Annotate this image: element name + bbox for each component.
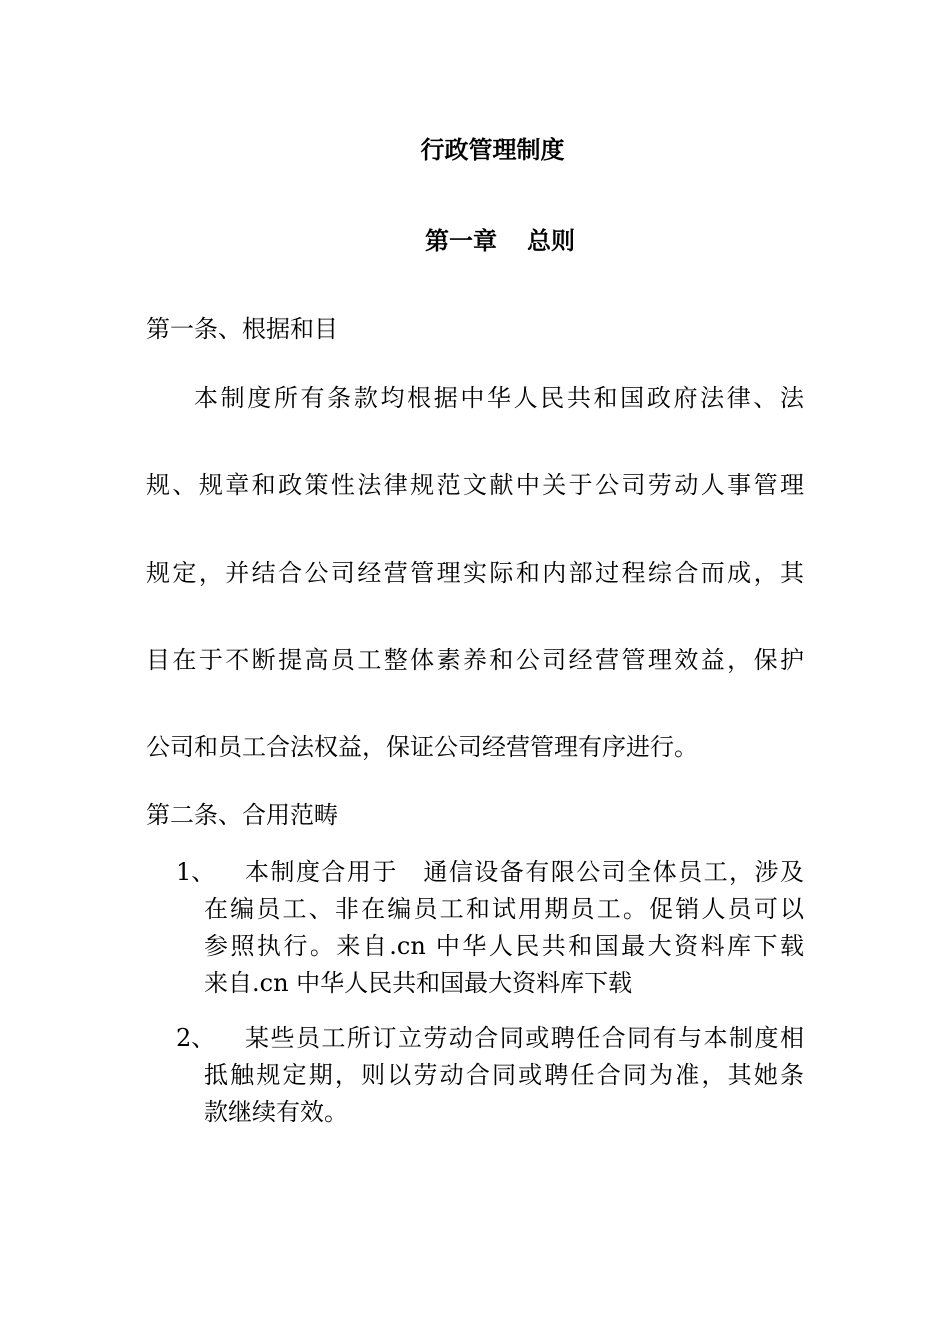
article-1-line: 公司和员工合法权益，保证公司经营管理有序进行。 — [146, 733, 698, 761]
article-1-line: 目在于不断提高员工整体素养和公司经营管理效益，保护 — [146, 646, 804, 674]
list-item-number: 1、 — [176, 858, 216, 886]
chapter-name: 总则 — [527, 226, 575, 255]
chapter-label: 第一章 — [425, 226, 497, 255]
article-2-heading: 第二条、合用范畴 — [146, 801, 338, 829]
list-item-line: 款继续有效。 — [204, 1098, 348, 1126]
list-item-line: 本制度合用于 通信设备有限公司全体员工，涉及 — [245, 858, 804, 886]
list-item-line: 抵触规定期，则以劳动合同或聘任合同为准，其她条 — [204, 1061, 804, 1089]
document-title: 行政管理制度 — [420, 135, 565, 164]
article-1-line: 本制度所有条款均根据中华人民共和国政府法律、法 — [194, 384, 804, 412]
list-item-number: 2、 — [176, 1024, 216, 1052]
article-1-line: 规定，并结合公司经营管理实际和内部过程综合而成，其 — [146, 559, 804, 587]
chapter-heading — [425, 226, 575, 256]
article-1-line: 规、规章和政策性法律规范文献中关于公司劳动人事管理 — [146, 471, 804, 499]
article-1-heading: 第一条、根据和目 — [146, 315, 338, 343]
list-item-line: 在编员工、非在编员工和试用期员工。促销人员可以 — [204, 895, 804, 923]
list-item-line: 某些员工所订立劳动合同或聘任合同有与本制度相 — [245, 1024, 804, 1052]
list-item-line: 参照执行。来自.cn 中华人民共和国最大资料库下载 — [204, 932, 804, 960]
list-item-line: 来自.cn 中华人民共和国最大资料库下载 — [204, 969, 633, 997]
